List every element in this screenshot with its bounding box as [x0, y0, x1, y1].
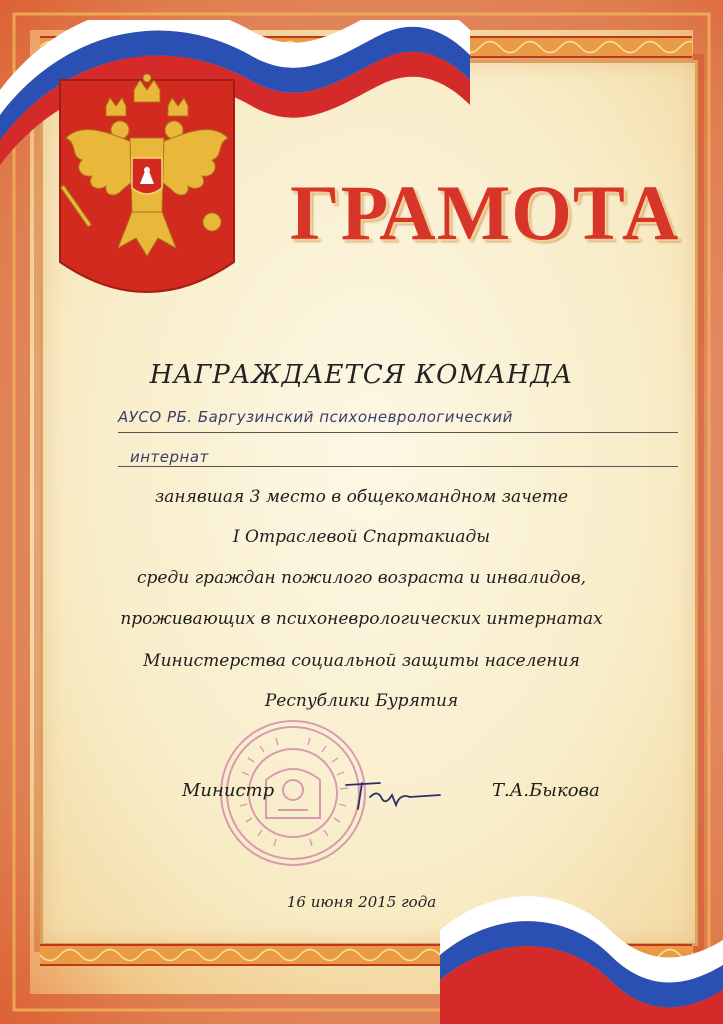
- signer-title: Министр: [182, 780, 275, 801]
- award-heading: НАГРАЖДАЕТСЯ КОМАНДА: [149, 360, 574, 390]
- signature-icon: [340, 775, 450, 815]
- russian-coat-of-arms-icon: [52, 72, 242, 302]
- underline-2: [118, 466, 678, 467]
- certificate-date: 16 июня 2015 года: [286, 893, 437, 911]
- body-line-5: Министерства социальной защиты населения: [143, 651, 580, 671]
- handwritten-team-line-2: интернат: [130, 448, 209, 466]
- body-line-6: Республики Бурятия: [264, 691, 459, 711]
- handwritten-team-line-1: АУСО РБ. Баргузинский психоневрологический: [118, 408, 513, 426]
- body-line-4: проживающих в психоневрологических интернатах: [120, 609, 603, 629]
- body-line-3: среди граждан пожилого возраста и инвалидов,: [137, 568, 586, 588]
- russian-flag-ribbon-icon: [440, 870, 723, 1024]
- signer-name: Т.А.Быкова: [492, 780, 600, 801]
- certificate-title: ГРАМОТА: [290, 169, 680, 256]
- body-line-1: занявшая 3 место в общекомандном зачете: [154, 487, 569, 507]
- underline-1: [118, 432, 678, 433]
- body-line-2: I Отраслевой Спартакиады: [232, 527, 491, 547]
